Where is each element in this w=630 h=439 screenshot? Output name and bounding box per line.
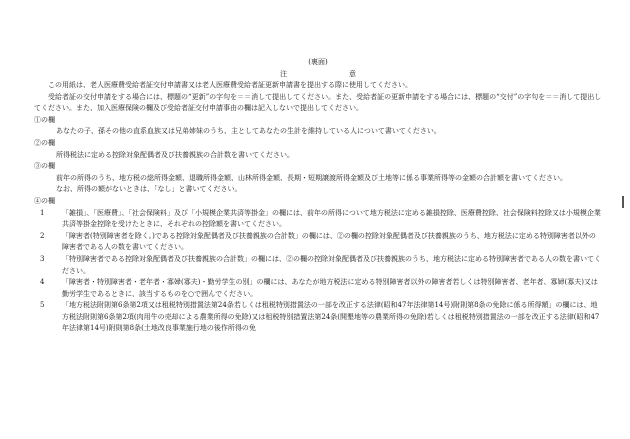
section-2-text: 所得税法に定める控除対象配偶者及び扶養親族の合計数を書いてください。 [56,150,294,159]
side-label: (裏面) [308,58,328,66]
section-4-item-4 [34,277,602,300]
section-2-title: ②の欄 [34,138,55,147]
item-text: 「雑損」、「医療費」、「社会保険料」及び「小規模企業共済等掛金」の欄には、前年の所得について地方税法に定める雑損控除、医療費控除、社会保険料控除又は小規模企業共済等掛金控除を受けたときに、それぞれの控除額を書いてください。 [62,208,601,229]
item-text: 「障害者・特別障害者・老年者・寡婦(寡夫)・勤労学生の別」の欄には、あなたが地方税法に定める特別障害者以外の障害者若しくは特別障害者、老年者、寡婦(寡夫)又は勤労学生であるときに、該当するものを○で囲んでください。 [62,278,598,298]
section-4-item-1 [34,208,602,231]
section-4-item-5 [34,300,602,335]
section-1-text: あなたの子、孫その他の直系血族又は兄弟姉妹のうち、主としてあなたの生計を維持している人について書いてください。 [56,127,441,136]
item-number: 2 [40,231,45,240]
item-number: 1 [40,208,45,217]
section-1-title: ①の欄 [34,115,55,124]
section-3-text-2: なお、所得の額がないときは、「なし」と書いてください。 [56,185,242,194]
intro-paragraph-1: この用紙は、老人医療費受給者証交付申請書又は老人医療費受給者証更新申請書を提出する際に使用してください。 [48,81,412,89]
notice-title: 注意 [280,70,418,78]
intro-paragraph-2: 受給者証の交付申請をする場合には、標題の“更新”の字句を＝＝消して提出してください。また、受給者証の更新申請をする場合には、標題の“交付”の字句を＝＝消して提出してください。また、加入医療保険の欄及び受給者証交付申請事由の欄は記入しないで提出してください。 [34,92,602,113]
item-number: 4 [40,278,45,287]
item-text: 「特別障害者である控除対象配偶者及び扶養親族の合計数」の欄には、②の欄の控除対象配偶者及び扶養親族のうち、地方税法に定める特別障害者である人の数を書いてください。 [62,254,601,275]
section-3-title: ③の欄 [34,162,55,171]
page-edge-mark [622,196,624,208]
section-4-item-3 [34,254,602,277]
section-3-text-1: 前年の所得のうち、地方税の総所得金額、退職所得金額、山林所得金額、長期・短期譲渡所得金額及び土地等に係る事業所得等の金額の合計額を書いてください。 [56,173,567,182]
item-text: 「地方税法附則第6条第2項又は租税特別措置法第24条若しくは租税特別措置法の一部を改正する法律(昭和47年法律第14号)附則第8条の免除に係る所得額」の欄には、地方税法附則第6条第2項(肉用牛の売却による農業所得の免除)又は租税特別措置法第24条(開墾地等の農業所得の免除)若しくは租税特別措置法の一部を改正する法律(昭和47年法律第14号)附則第8条(土地改良事業施行地の後作所得の免 [62,301,600,333]
section-4-title: ④の欄 [34,196,55,205]
item-number: 5 [40,301,45,310]
section-4-item-2 [34,231,602,254]
item-number: 3 [40,254,45,263]
item-text: 「障害者(特別障害者を除く。)である控除対象配偶者及び扶養親族の合計数」の欄には、②の欄の控除対象配偶者及び扶養親族のうち、地方税法に定める特別障害者以外の障害者である人の数を書いてください。 [62,231,596,252]
